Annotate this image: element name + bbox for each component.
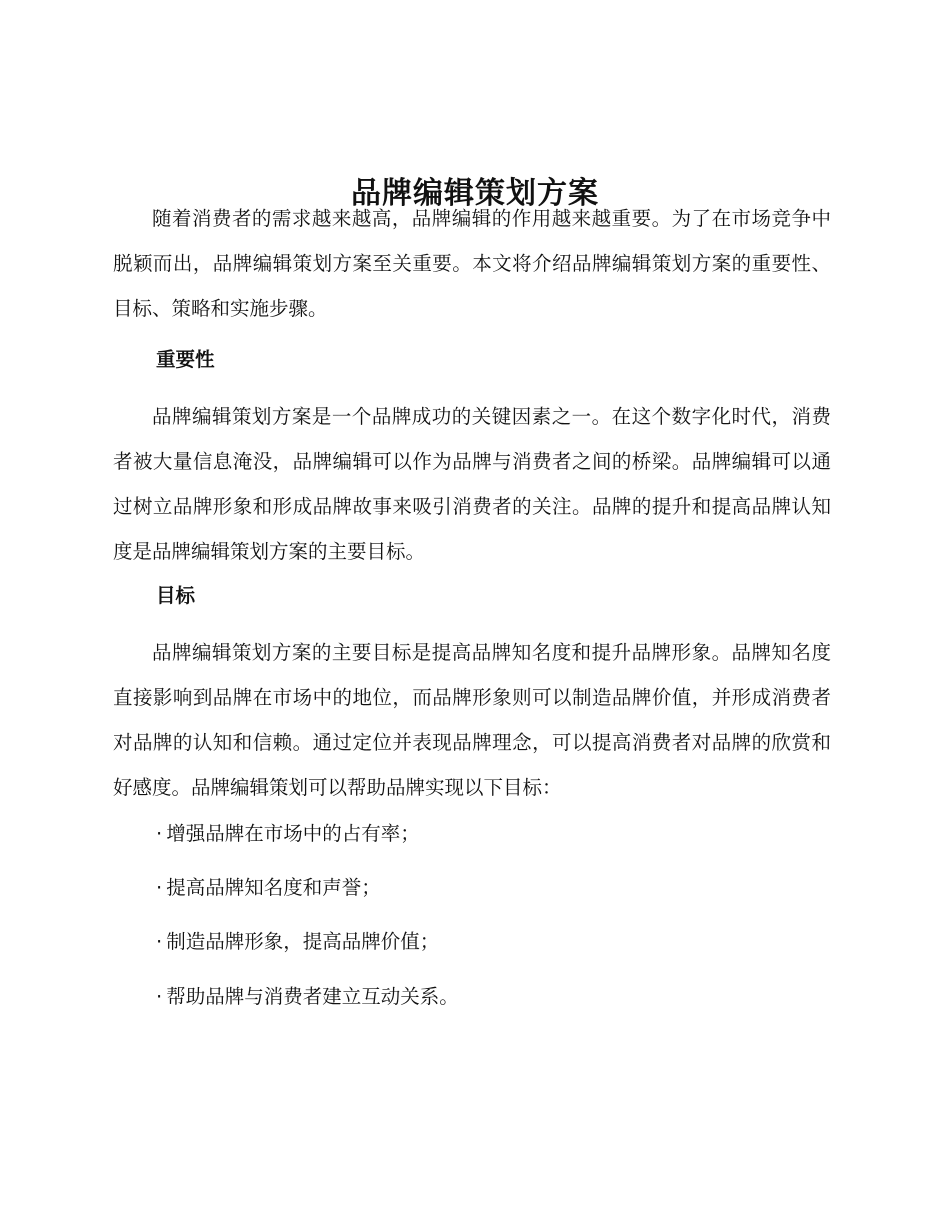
- intro-paragraph: 随着消费者的需求越来越高，品牌编辑的作用越来越重要。为了在市场竞争中脱颖而出，品牌编辑策划方案至关重要。本文将介绍品牌编辑策划方案的重要性、目标、策略和实施步骤。: [113, 207, 831, 320]
- importance-paragraph: 品牌编辑策划方案是一个品牌成功的关键因素之一。在这个数字化时代，消费者被大量信息淹没，品牌编辑可以作为品牌与消费者之间的桥梁。品牌编辑可以通过树立品牌形象和形成品牌故事来吸引消费者的关注。品牌的提升和提高品牌认知度是品牌编辑策划方案的主要目标。: [113, 405, 831, 563]
- goal-text: 制造品牌形象，提高品牌价值；: [166, 930, 440, 953]
- section-heading-goals: 目标: [156, 584, 196, 607]
- goal-text: 帮助品牌与消费者建立互动关系。: [166, 985, 459, 1008]
- document-title: 品牌编辑策划方案: [351, 176, 599, 212]
- bullet-marker: ·: [156, 822, 163, 845]
- section-heading-importance: 重要性: [156, 348, 215, 371]
- bullet-marker: ·: [156, 930, 163, 953]
- goal-text: 增强品牌在市场中的占有率；: [166, 822, 420, 845]
- bullet-marker: ·: [156, 876, 163, 899]
- goal-list-item: [156, 874, 381, 902]
- goals-paragraph: 品牌编辑策划方案的主要目标是提高品牌知名度和提升品牌形象。品牌知名度直接影响到品牌在市场中的地位，而品牌形象则可以制造品牌价值，并形成消费者对品牌的认知和信赖。通过定位并表现品牌理念，可以提高消费者对品牌的欣赏和好感度。品牌编辑策划可以帮助品牌实现以下目标：: [113, 641, 831, 799]
- goal-list-item: [156, 928, 439, 956]
- bullet-marker: ·: [156, 985, 163, 1008]
- goal-list-item: [156, 820, 420, 848]
- goal-text: 提高品牌知名度和声誉；: [166, 876, 381, 899]
- goal-list-item: [156, 983, 459, 1011]
